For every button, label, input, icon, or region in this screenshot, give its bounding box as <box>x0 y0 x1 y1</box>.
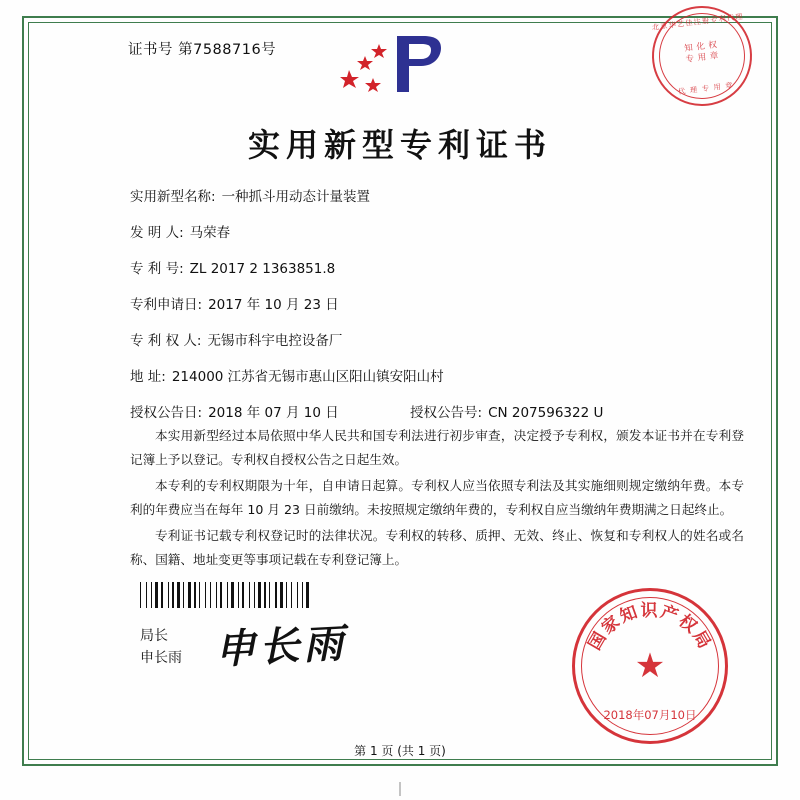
field-row-name <box>130 188 750 207</box>
barcode-bar <box>192 582 193 608</box>
barcode-bar <box>151 582 152 608</box>
barcode-bar <box>284 582 285 608</box>
barcode-bar <box>175 582 176 608</box>
field-value-name: 一种抓斗用动态计量装置 <box>221 189 371 205</box>
fields-list <box>130 188 750 440</box>
barcode-bar <box>299 582 301 608</box>
barcode-bar <box>197 582 198 608</box>
barcode-bar <box>161 582 163 608</box>
field-label-inventor: 发 明 人: <box>130 225 184 241</box>
field-row-inventor <box>130 224 750 243</box>
barcode-bar <box>242 582 244 608</box>
field-value-patentee: 无锡市科宇电控设备厂 <box>207 333 343 349</box>
field-value-patent-number: ZL 2017 2 1363851.8 <box>189 261 336 277</box>
field-label-patentee: 专 利 权 人: <box>130 333 202 349</box>
barcode-bar <box>164 582 167 608</box>
field-label-patent-number: 专 利 号: <box>130 261 184 277</box>
barcode-bar <box>278 582 279 608</box>
page-title: 实用新型专利证书 <box>247 126 552 164</box>
barcode-bar <box>267 582 268 608</box>
grant-number-group <box>410 404 750 423</box>
barcode-bar <box>170 582 171 608</box>
barcode-bar <box>238 582 239 608</box>
barcode-bar <box>258 582 261 608</box>
barcode-bar <box>223 582 226 608</box>
barcode-bar <box>185 582 187 608</box>
barcode <box>140 582 350 608</box>
signature-name: 申长雨 <box>140 650 182 666</box>
field-label-name: 实用新型名称: <box>130 189 216 205</box>
barcode-bar <box>254 582 255 608</box>
field-row-application-date <box>130 296 750 315</box>
barcode-bar <box>177 582 180 608</box>
barcode-bar <box>210 582 211 608</box>
barcode-bar <box>205 582 206 608</box>
certificate-number: 证书号 第7588716号 <box>128 42 277 58</box>
barcode-bar <box>207 582 209 608</box>
field-label-application-date: 专利申请日: <box>130 297 203 313</box>
agency-seal-arc-bottom: 代 理 专 用 章 <box>677 80 735 97</box>
page-footer: 第 1 页 (共 1 页) <box>354 744 446 758</box>
barcode-bar <box>227 582 228 608</box>
barcode-bar <box>286 582 287 608</box>
field-value-inventor: 马荣春 <box>189 225 231 241</box>
logo-stars <box>340 44 387 92</box>
barcode-bar <box>251 582 253 608</box>
field-value-grant-date: 2018 年 07 月 10 日 <box>208 405 339 421</box>
barcode-bar <box>262 582 263 608</box>
field-label-grant-date: 授权公告日: <box>130 405 203 421</box>
barcode-bar <box>235 582 237 608</box>
agency-seal-middle-line2: 专 用 章 <box>685 50 720 65</box>
logo-p-counter <box>409 44 431 59</box>
handwritten-signature: 申长雨 <box>214 619 349 674</box>
barcode-bar <box>146 582 147 608</box>
agency-seal-middle-line1: 知 化 权 <box>683 40 719 55</box>
barcode-bar <box>212 582 215 608</box>
barcode-bar <box>264 582 266 608</box>
paragraph-3: 专利证书记载专利权登记时的法律状况。专利权的转移、质押、无效、终止、恢复和专利权人的姓名或名称、国籍、地址变更等事项记载在专利登记簿上。 <box>130 528 744 567</box>
barcode-bar <box>271 582 274 608</box>
official-seal-date: 2018年07月10日 <box>603 708 697 722</box>
barcode-bar <box>269 582 270 608</box>
barcode-bar <box>220 582 222 608</box>
barcode-bar <box>240 582 241 608</box>
field-value-application-date: 2017 年 10 月 23 日 <box>208 297 339 313</box>
barcode-bar <box>302 582 303 608</box>
signature-title: 局长 <box>140 628 168 644</box>
field-row-address <box>130 368 750 387</box>
agency-seal-arc-top: 北京华艺佳注册专利代理 <box>651 11 745 32</box>
barcode-bar <box>306 582 309 608</box>
field-row-patent-number <box>130 260 750 279</box>
barcode-bar <box>194 582 196 608</box>
barcode-bar <box>249 582 250 608</box>
field-row-grant <box>130 404 750 423</box>
logo-svg <box>335 26 465 106</box>
barcode-bar <box>155 582 158 608</box>
field-label-grant-number: 授权公告号: <box>410 405 483 421</box>
barcode-bar <box>245 582 248 608</box>
barcode-bar <box>231 582 234 608</box>
barcode-bar <box>310 582 311 608</box>
field-value-address: 214000 江苏省无锡市惠山区阳山镇安阳山村 <box>171 369 444 385</box>
seal-star-icon: ★ <box>634 646 666 686</box>
body-paragraphs <box>130 424 744 574</box>
barcode-bar <box>140 582 141 608</box>
barcode-bar <box>291 582 292 608</box>
grant-date-group <box>130 404 410 423</box>
barcode-bar <box>229 582 230 608</box>
barcode-bar <box>280 582 283 608</box>
barcode-bar <box>218 582 219 608</box>
barcode-bar <box>293 582 296 608</box>
barcode-bar <box>199 582 200 608</box>
barcode-bar <box>188 582 191 608</box>
barcode-bar <box>201 582 204 608</box>
field-value-grant-number: CN 207596322 U <box>488 405 604 421</box>
field-label-address: 地 址: <box>130 369 166 385</box>
paragraph-1: 本实用新型经过本局依照中华人民共和国专利法进行初步审查，决定授予专利权，颁发本证书并在专利登记簿上予以登记。专利权自授权公告之日起生效。 <box>130 428 744 467</box>
barcode-bar <box>153 582 154 608</box>
center-tick-mark <box>400 782 401 796</box>
barcode-bar <box>142 582 145 608</box>
barcode-bar <box>183 582 184 608</box>
barcode-bar <box>181 582 182 608</box>
barcode-bar <box>148 582 150 608</box>
patent-office-logo <box>335 26 465 106</box>
field-row-patentee <box>130 332 750 351</box>
barcode-bar <box>159 582 160 608</box>
barcode-bar <box>288 582 290 608</box>
paragraph-2: 本专利的专利权期限为十年，自申请日起算。专利权人应当依照专利法及其实施细则规定缴纳年费。本专利的年费应当在每年 10 月 23 日前缴纳。未按照规定缴纳年费的，专利权自应当缴纳年费期满之日起终止。 <box>130 478 744 517</box>
official-seal-arc-text: 国家知识产权局 <box>584 600 716 654</box>
barcode-bar <box>297 582 298 608</box>
barcode-bar <box>172 582 174 608</box>
official-seal <box>572 588 728 744</box>
barcode-bar <box>256 582 257 608</box>
barcode-bar <box>304 582 305 608</box>
signature-block <box>140 625 182 669</box>
barcode-bar <box>275 582 277 608</box>
barcode-bar <box>168 582 169 608</box>
barcode-bar <box>216 582 217 608</box>
